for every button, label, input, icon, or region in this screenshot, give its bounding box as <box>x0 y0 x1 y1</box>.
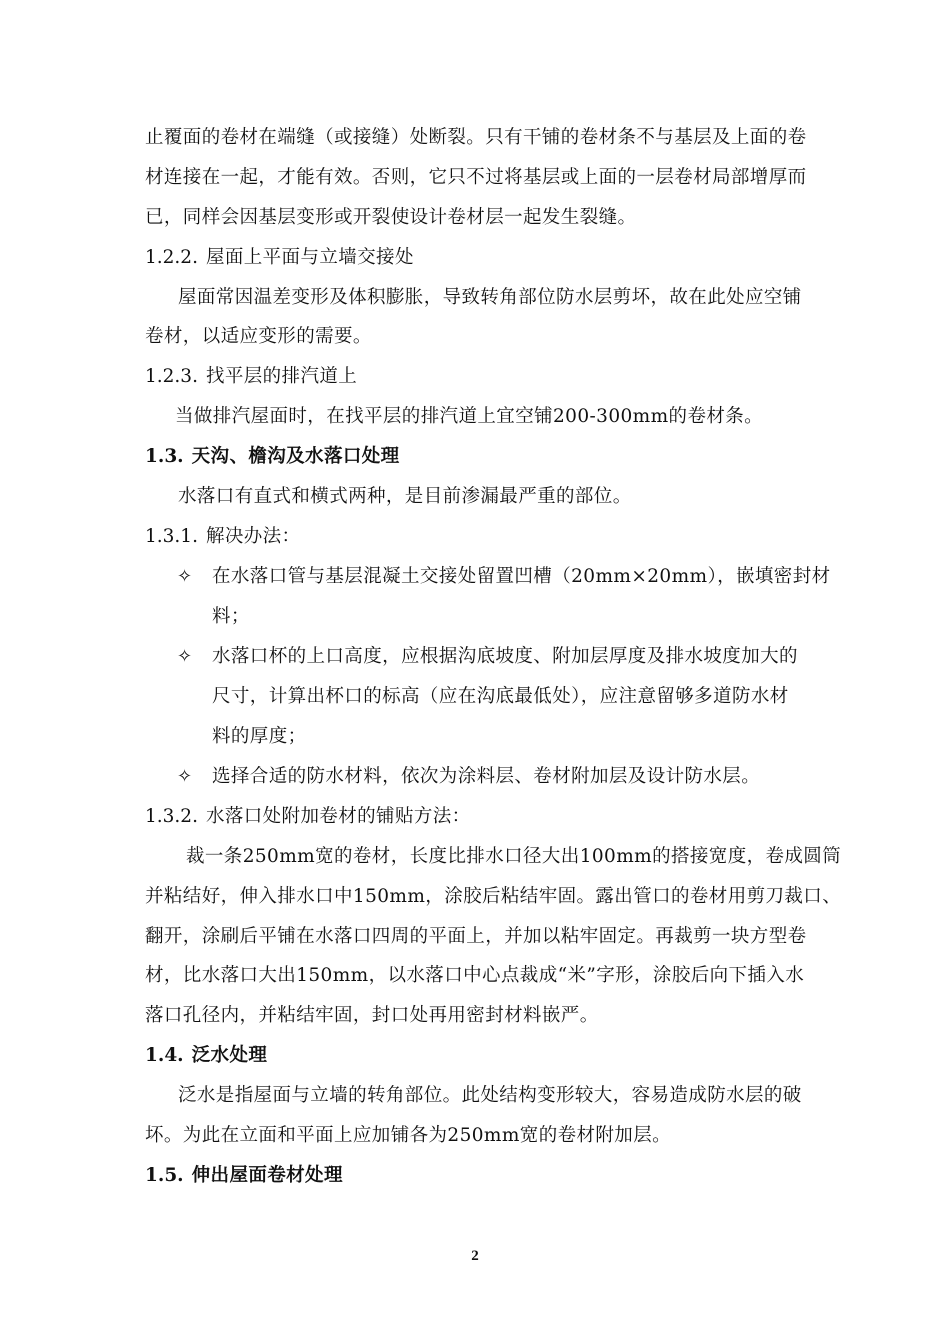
bullet-line: 水落口杯的上口高度，应根据沟底坡度、附加层厚度及排水坡度加大的 <box>212 646 798 667</box>
heading-text: 解决办法： <box>205 526 301 547</box>
heading-text: 泛水处理 <box>191 1045 268 1066</box>
heading-number: 1.3.2. <box>145 806 198 827</box>
paragraph-line: 材连接在一起，才能有效。否则，它只不过将基层或上面的一层卷材局部增厚而 <box>145 167 807 188</box>
paragraph-line: 翻开，涂刷后平铺在水落口四周的平面上，并加以粘牢固定。再裁剪一块方型卷 <box>145 926 807 947</box>
paragraph-line: 当做排汽屋面时，在找平层的排汽道上宜空铺200-300mm的卷材条。 <box>175 406 764 427</box>
bullet-icon: ✧ <box>177 646 193 667</box>
paragraph-line: 裁一条250mm宽的卷材，长度比排水口径大出100mm的搭接宽度，卷成圆筒 <box>186 846 842 867</box>
bullet-icon: ✧ <box>177 766 193 787</box>
heading-1-3-1 <box>145 523 300 551</box>
heading-number: 1.2.3. <box>145 366 198 387</box>
paragraph-line: 材，比水落口大出150mm，以水落口中心点裁成“米”字形，涂胶后向下插入水 <box>145 965 805 986</box>
heading-1-5 <box>145 1162 343 1190</box>
paragraph-line: 并粘结好，伸入排水口中150mm，涂胶后粘结牢固。露出管口的卷材用剪刀裁口、 <box>145 886 842 907</box>
heading-text: 找平层的排汽道上 <box>205 366 358 387</box>
paragraph-line: 坏。为此在立面和平面上应加铺各为250mm宽的卷材附加层。 <box>145 1125 671 1146</box>
heading-1-3 <box>145 443 400 471</box>
heading-number: 1.3. <box>145 446 184 467</box>
paragraph-line: 水落口有直式和横式两种，是目前渗漏最严重的部位。 <box>178 486 632 507</box>
heading-1-4 <box>145 1042 267 1070</box>
bullet-line: 选择合适的防水材料，依次为涂料层、卷材附加层及设计防水层。 <box>212 766 761 787</box>
heading-number: 1.5. <box>145 1165 184 1186</box>
paragraph-line: 止覆面的卷材在端缝（或接缝）处断裂。只有干铺的卷材条不与基层及上面的卷 <box>145 127 807 148</box>
heading-number: 1.4. <box>145 1045 184 1066</box>
heading-1-2-3 <box>145 363 357 391</box>
heading-1-2-2 <box>145 244 414 272</box>
heading-text: 伸出屋面卷材处理 <box>191 1165 343 1186</box>
bullet-line: 料； <box>212 606 250 627</box>
heading-text: 水落口处附加卷材的铺贴方法： <box>205 806 471 827</box>
paragraph-line: 泛水是指屋面与立墙的转角部位。此处结构变形较大，容易造成防水层的破 <box>178 1085 802 1106</box>
paragraph-line: 落口孔径内，并粘结牢固，封口处再用密封材料嵌严。 <box>145 1005 599 1026</box>
heading-1-3-2 <box>145 803 471 831</box>
paragraph-line: 卷材，以适应变形的需要。 <box>145 326 372 347</box>
heading-text: 屋面上平面与立墙交接处 <box>205 247 414 268</box>
paragraph-line: 已，同样会因基层变形或开裂使设计卷材层一起发生裂缝。 <box>145 207 637 228</box>
heading-number: 1.3.1. <box>145 526 198 547</box>
paragraph-line: 屋面常因温差变形及体积膨胀，导致转角部位防水层剪坏，故在此处应空铺 <box>178 287 802 308</box>
bullet-line: 在水落口管与基层混凝土交接处留置凹槽（20mm×20mm），嵌填密封材 <box>212 566 831 587</box>
page-number: 2 <box>471 1248 479 1264</box>
bullet-icon: ✧ <box>177 566 193 587</box>
bullet-line: 尺寸，计算出杯口的标高（应在沟底最低处），应注意留够多道防水材 <box>212 686 789 707</box>
heading-number: 1.2.2. <box>145 247 198 268</box>
heading-text: 天沟、檐沟及水落口处理 <box>191 446 400 467</box>
bullet-line: 料的厚度； <box>212 726 307 747</box>
